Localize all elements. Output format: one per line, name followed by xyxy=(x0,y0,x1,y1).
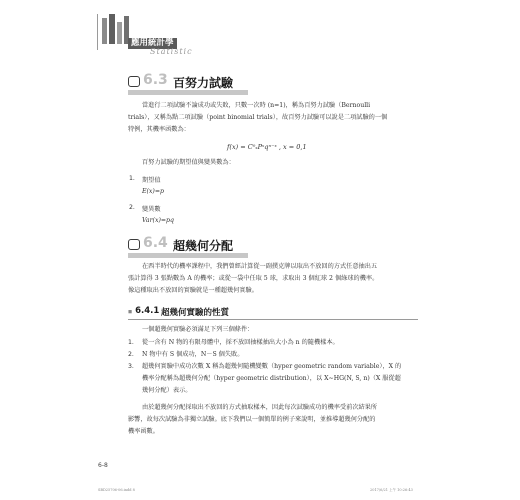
item-number: 2. xyxy=(129,204,135,211)
intro-line: 像這種取出不放回的實驗就是一種超幾何實驗。 xyxy=(128,287,258,294)
item-label: 變異數 xyxy=(142,206,161,213)
subsection-title: 超幾何實驗的性質 xyxy=(161,308,230,318)
conditions-list xyxy=(128,337,423,397)
intro-line: 張計算得 3 張點數為 A 的機率；或從一袋中任取 5 球，求取出 3 個紅球 2 個綠球的機率。 xyxy=(128,275,379,282)
header-rule xyxy=(97,14,98,50)
book-title: 應用統計學 xyxy=(128,38,177,49)
section-underline xyxy=(128,90,248,95)
condition-text: 從一含有 N 物的有限母體中，採不放回抽樣抽出大小為 n 的隨機樣本。 xyxy=(142,339,339,346)
item-number: 1. xyxy=(129,175,135,182)
conditions-lead: 一個超幾何實驗必須滿足下列三個條件： xyxy=(142,326,254,333)
subsection-number xyxy=(128,306,159,316)
condition-item xyxy=(128,361,423,397)
condition-item xyxy=(128,337,423,349)
condition-number: 1. xyxy=(128,339,134,346)
section-6-4-intro xyxy=(128,261,418,297)
subsection-rule xyxy=(128,319,418,320)
footer-file: SBD25706-06.indd 8 xyxy=(98,488,135,492)
condition-text: N 物中有 S 個成功，N－S 個失敗。 xyxy=(142,351,244,358)
section-number: 6.3 xyxy=(143,72,168,88)
item-label: 期望值 xyxy=(142,177,161,184)
intro-line: trials），又稱為點二項試驗（point binomial trials），故百努力試驗可以說是二項試驗的一個 xyxy=(128,114,388,121)
condition-line: 機率分配稱為超幾何分配（hyper geometric distribution），以 X~HG(N, S, n)（X 服從超 xyxy=(142,375,401,382)
book-subtitle: Statistic xyxy=(150,47,193,56)
section-underline xyxy=(128,253,248,258)
expectation-intro: 百努力試驗的期望值與變異數為： xyxy=(142,159,235,166)
condition-line: 幾何分配）表示。 xyxy=(142,387,192,394)
subsection-marker: ◼ xyxy=(128,309,133,315)
expectation-value: E(x)=p xyxy=(142,188,164,195)
intro-line: 當進行二項試驗不論成功或失敗，只數一次時 (n=1)，稱為百努力試驗（Bernoulli xyxy=(142,102,371,109)
condition-number: 3. xyxy=(128,363,134,370)
intro-line: 特例，其機率函數為： xyxy=(128,126,190,133)
subsection-number-text: 6.4.1 xyxy=(135,306,160,316)
closing-line: 影響，故每次試驗為非獨立試驗。底下我們以一個簡單的例子來說明，並推導超幾何分配的 xyxy=(128,416,376,423)
condition-item xyxy=(128,349,423,361)
variance-value: Var(x)=pq xyxy=(142,217,174,224)
intro-line: 在西半時代的機率課程中，我們曾經計算從一副撲克牌以取出不放回的方式任意抽出五 xyxy=(142,263,378,270)
section-6-3-intro xyxy=(128,100,418,136)
section-title: 百努力試驗 xyxy=(173,76,234,90)
condition-line: 超幾何實驗中成功次數 X 稱為超幾何隨機變數（hyper geometric random variable），X 的 xyxy=(142,363,402,370)
section-icon xyxy=(128,76,140,87)
footer-timestamp: 2017/6/21 上午 10:26:43 xyxy=(370,488,413,492)
condition-number: 2. xyxy=(128,351,134,358)
condition-text xyxy=(142,361,401,397)
section-number: 6.4 xyxy=(143,235,168,251)
closing-line: 機率函數。 xyxy=(128,428,159,435)
closing-paragraph xyxy=(128,402,423,438)
closing-line: 由於超幾何分配採取出不放回的方式抽取樣本，因此每次試驗成功的機率受前次結果所 xyxy=(142,404,378,411)
page-number: 6-8 xyxy=(98,462,108,469)
bernoulli-formula: f(x) = C⁰ₓPˣqⁿ⁻ˣ , x = 0,1 xyxy=(227,143,307,151)
section-icon xyxy=(128,239,140,250)
section-title: 超幾何分配 xyxy=(173,239,234,253)
